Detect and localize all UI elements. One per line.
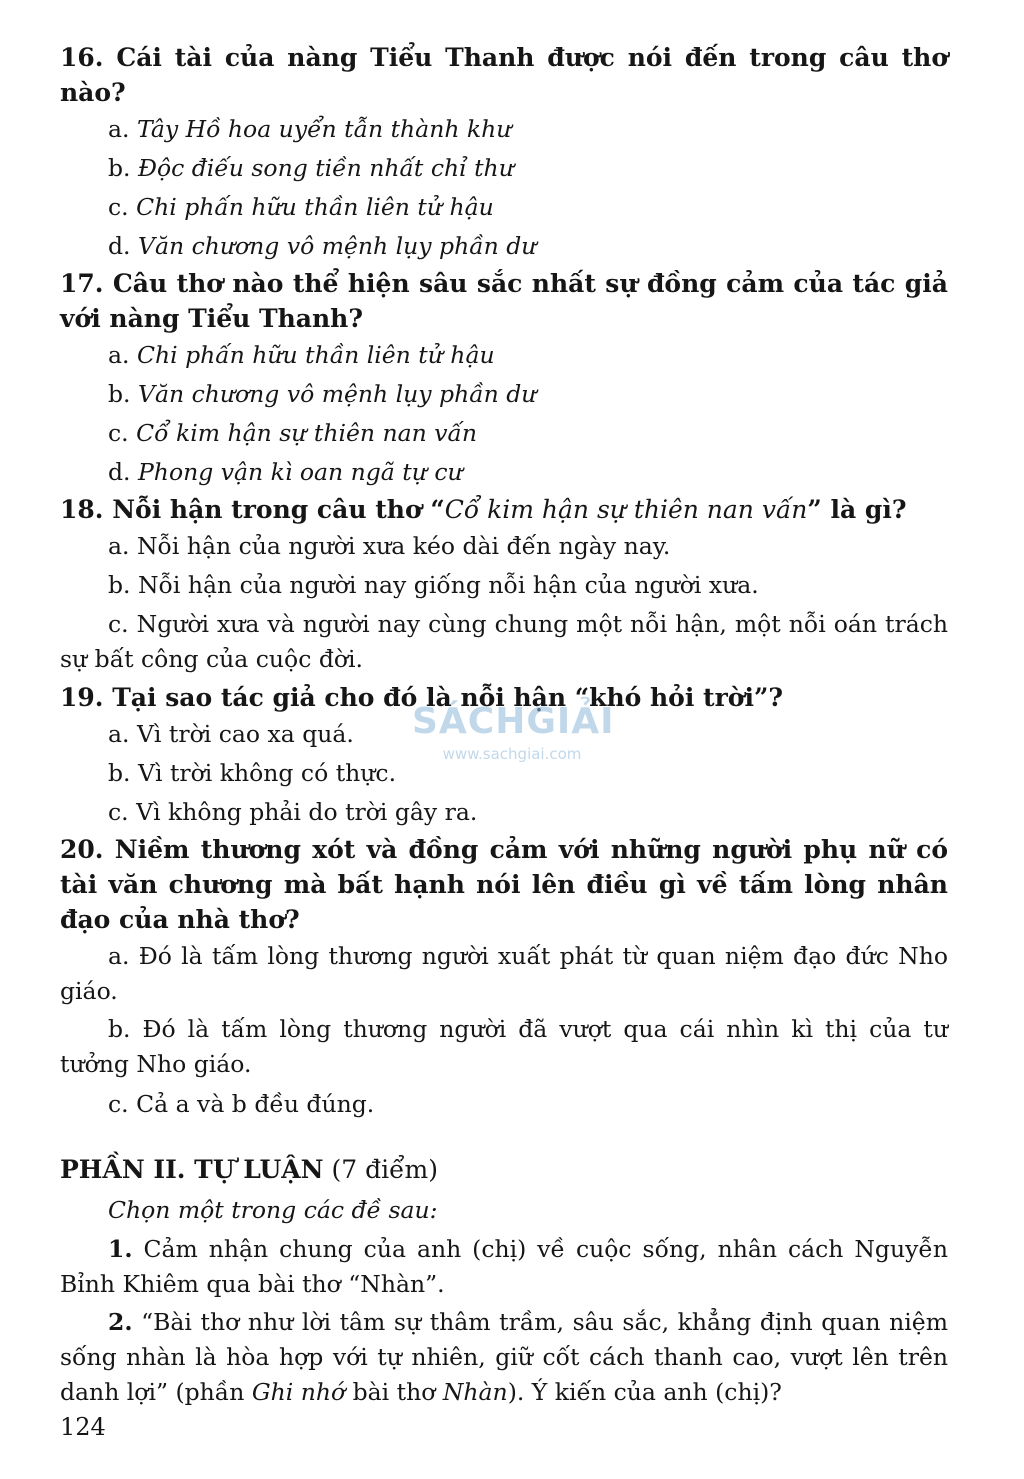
option-letter: a. (108, 115, 130, 143)
option-16a (60, 110, 948, 149)
watermark-logo: SÁCHGIẢI (412, 701, 615, 742)
option-text: Tây Hồ hoa uyển tẫn thành khư (136, 115, 512, 143)
option-text: Độc điếu song tiền nhất chỉ thư (138, 154, 514, 182)
option-17b (60, 375, 948, 414)
section-heading (60, 1150, 948, 1190)
option-text: Văn chương vô mệnh lụy phần dư (138, 232, 537, 260)
topic-text-end: ). Ý kiến của anh (chị)? (507, 1378, 782, 1406)
topic-number: 1. (108, 1235, 133, 1263)
essay-topic-2 (60, 1305, 948, 1410)
topic-italic-nhan: Nhàn (442, 1378, 508, 1406)
question-18-options (60, 527, 948, 677)
option-letter: a. (108, 341, 130, 369)
question-19: 19. Tại sao tác giả cho đó là nỗi hận “khó hỏi trời”? (60, 683, 783, 712)
option-text: Cổ kim hận sự thiên nan vấn (136, 419, 478, 447)
topic-text: “Bài thơ như lời tâm sự thâm trầm, sâu sắc, khẳng định quan niệm sống nhàn là hòa hợp với tự nhiên, giữ cốt cách thanh cao, vượt lên trên danh lợi” (phần (60, 1308, 948, 1406)
option-text: Chi phấn hữu thần liên tử hậu (136, 193, 494, 221)
option-20b: b. Đó là tấm lòng thương người đã vượt qua cái nhìn kì thị của tư tưởng Nho giáo. (60, 1015, 948, 1078)
option-18b: b. Nỗi hận của người nay giống nỗi hận của người xưa. (108, 571, 759, 599)
option-16d (60, 227, 948, 266)
question-16-options (60, 110, 948, 266)
section-points: (7 điểm) (331, 1155, 438, 1184)
question-20: 20. Niềm thương xót và đồng cảm với những người phụ nữ có tài văn chương mà bất hạnh nói lên điều gì về tấm lòng nhân đạo của nhà thơ? (60, 835, 948, 934)
question-18-quote: Cổ kim hận sự thiên nan vấn (444, 495, 808, 524)
option-17a (60, 336, 948, 375)
option-letter: b. (108, 380, 131, 408)
option-text: Chi phấn hữu thần liên tử hậu (136, 341, 495, 369)
option-19c: c. Vì không phải do trời gây ra. (108, 798, 478, 826)
question-18 (60, 492, 948, 527)
page-number: 124 (60, 1413, 106, 1441)
option-20a: a. Đó là tấm lòng thương người xuất phát từ quan niệm đạo đức Nho giáo. (60, 942, 948, 1005)
option-letter: d. (108, 232, 131, 260)
question-16: 16. Cái tài của nàng Tiểu Thanh được nói đến trong câu thơ nào? (60, 43, 948, 107)
option-19a: a. Vì trời cao xa quá. (108, 720, 354, 748)
topic-number: 2. (108, 1308, 133, 1336)
question-17: 17. Câu thơ nào thể hiện sâu sắc nhất sự đồng cảm của tác giả với nàng Tiểu Thanh? (60, 269, 948, 333)
option-text: Văn chương vô mệnh lụy phần dư (138, 380, 537, 408)
section-instruction: Chọn một trong các đề sau: (108, 1196, 438, 1224)
question-18-prefix: 18. Nỗi hận trong câu thơ “ (60, 495, 445, 524)
option-letter: c. (108, 193, 129, 221)
question-18-suffix: ” là gì? (807, 495, 907, 524)
option-letter: c. (108, 419, 129, 447)
option-16c (60, 188, 948, 227)
option-19b: b. Vì trời không có thực. (108, 759, 397, 787)
option-letter: b. (108, 154, 131, 182)
section-title: PHẦN II. TỰ LUẬN (60, 1155, 324, 1184)
option-17d (60, 453, 948, 492)
watermark (412, 700, 615, 790)
essay-topic-1 (60, 1232, 948, 1302)
question-20-options (60, 939, 948, 1124)
option-letter: d. (108, 458, 131, 486)
option-16b (60, 149, 948, 188)
watermark-url: www.sachgiai.com (442, 745, 582, 763)
option-18a: a. Nỗi hận của người xưa kéo dài đến ngày nay. (108, 532, 671, 560)
topic-text: Cảm nhận chung của anh (chị) về cuộc sống, nhân cách Nguyễn Bỉnh Khiêm qua bài thơ “Nhàn”. (60, 1235, 948, 1298)
option-text: Phong vận kì oan ngã tự cư (138, 458, 463, 486)
option-20c: c. Cả a và b đều đúng. (108, 1090, 375, 1118)
topic-text-mid: bài thơ (345, 1378, 443, 1406)
option-17c (60, 414, 948, 453)
option-18c: c. Người xưa và người nay cùng chung một nỗi hận, một nỗi oán trách sự bất công của cuộc đời. (60, 610, 948, 673)
question-17-options (60, 336, 948, 492)
topic-italic-ghi-nho: Ghi nhớ (251, 1378, 346, 1406)
